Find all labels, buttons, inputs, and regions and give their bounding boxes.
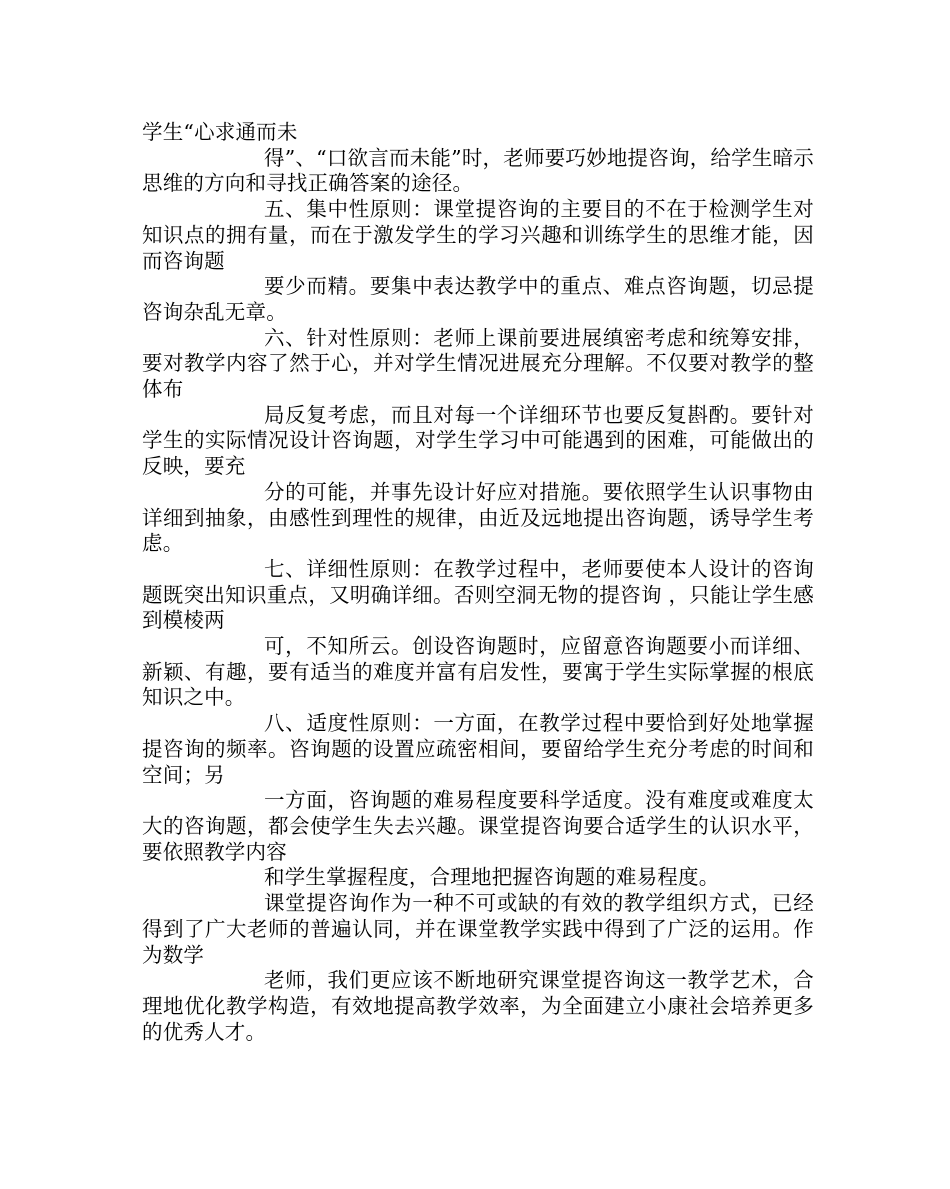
paragraph: 一方面，咨询题的难易程度要科学适度。没有难度或难度太大的咨询题，都会使学生失去兴趣。课堂提咨询要合适学生的认识水平，要依照教学内容 bbox=[142, 788, 814, 864]
paragraph-principle-7: 七、详细性原则：在教学过程中，老师要使本人设计的咨询题既突出知识重点，又明确详细。否则空洞无物的提咨询 ，只能让学生感到模棱两 bbox=[142, 556, 814, 633]
paragraph-principle-6: 六、针对性原则：老师上课前要进展缜密考虑和统筹安排，要对教学内容了然于心，并对学生情况进展充分理解。不仅要对教学的整体布 bbox=[142, 325, 814, 402]
document-body bbox=[142, 120, 814, 1045]
paragraph: 和学生掌握程度，合理地把握咨询题的难易程度。 bbox=[264, 865, 720, 890]
paragraph: 得”、“口欲言而未能”时，老师要巧妙地提咨询，给学生暗示思维的方向和寻找正确答案的途径。 bbox=[142, 145, 814, 196]
paragraph: 分的可能，并事先设计好应对措施。要依照学生认识事物由详细到抽象，由感性到理性的规律，由近及远地提出咨询题，诱导学生考虑。 bbox=[142, 479, 814, 556]
paragraph-fragment: 学生“心求通而未 bbox=[142, 120, 298, 144]
paragraph: 老师，我们更应该不断地研究课堂提咨询这一教学艺术，合理地优化教学构造，有效地提高教学效率，为全面建立小康社会培养更多的优秀人才。 bbox=[142, 968, 814, 1044]
paragraph-principle-8: 八、适度性原则：一方面，在教学过程中要恰到好处地掌握提咨询的频率。咨询题的设置应疏密相间，要留给学生充分考虑的时间和空间；另 bbox=[142, 711, 814, 787]
paragraph: 可，不知所云。创设咨询题时，应留意咨询题要小而详细、新颖、有趣，要有适当的难度并富有启发性，要寓于学生实际掌握的根底知识之中。 bbox=[142, 634, 814, 710]
paragraph: 要少而精。要集中表达教学中的重点、难点咨询题，切忌提咨询杂乱无章。 bbox=[142, 274, 814, 324]
paragraph-principle-5: 五、集中性原则：课堂提咨询的主要目的不在于检测学生对知识点的拥有量，而在于激发学生的学习兴趣和训练学生的思维才能，因而咨询题 bbox=[142, 197, 814, 273]
paragraph: 局反复考虑，而且对每一个详细环节也要反复斟酌。要针对学生的实际情况设计咨询题，对学生学习中可能遇到的困难，可能做出的反映，要充 bbox=[142, 402, 814, 479]
paragraph-conclusion: 课堂提咨询作为一种不可或缺的有效的教学组织方式，已经得到了广大老师的普遍认同，并在课堂教学实践中得到了广泛的运用。作为数学 bbox=[142, 891, 814, 967]
